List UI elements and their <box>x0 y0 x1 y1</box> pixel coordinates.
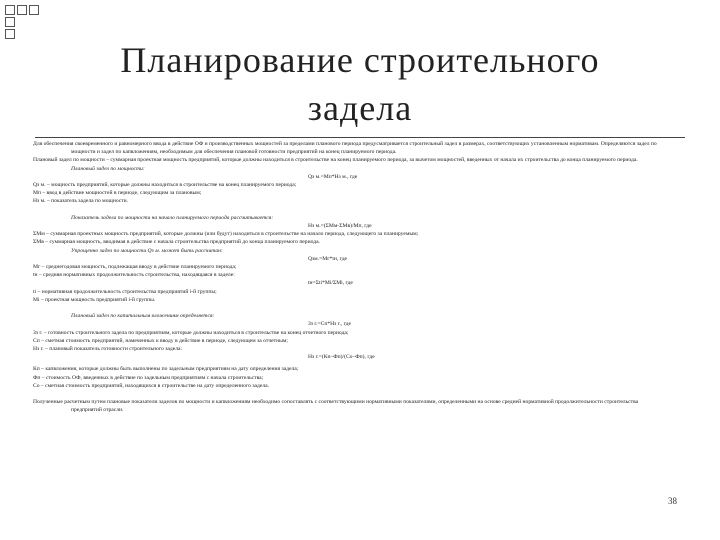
legend-kp: Кп – капвложения, которые должны быть выполнены по задельным предприятиям на дату определения задела; <box>33 366 299 373</box>
formula-tn: tн=Σti*Мi/ΣМi, где <box>308 280 353 287</box>
legend-mi: Мi – проектная мощность предприятий i-й группы. <box>33 296 156 303</box>
subheading-indicator: Показатель задела по мощности на начало планируемого периода рассчитывается: <box>71 214 274 221</box>
formula-zz: Зз г.=Сп*Нз г., где <box>308 321 351 328</box>
legend-sum-mv: ΣМв – суммарная мощность, вводимая в действие с начала строительства предприятий до конца планируемого периода. <box>33 239 320 246</box>
formula-qzm: Qзм.=Мг*tн, где <box>308 255 348 262</box>
legend-nzg: Нз г. – плановый показатель готовности строительного задела: <box>33 346 183 353</box>
legend-zz: Зз г. – готовность строительного задела по предприятиям, которые должны находиться в строительстве на конец отчетного периода; <box>33 329 349 336</box>
legend-qz: Qз м. – мощность предприятий, которые должны находиться в строительстве на конец планируемого периода; <box>33 182 297 189</box>
subheading-capital: Плановый задел по капитальным вложениям определяется: <box>71 313 215 320</box>
legend-sp: Сп – сметная стоимость предприятий, намеченных к вводу в действие в периоде, следующем за отчетным; <box>33 337 288 344</box>
slide-body <box>33 140 658 415</box>
definition-paragraph: Плановый задел по мощности – суммарная проектная мощность предприятий, которые должны находиться в строительстве на конец планируемого периода, за вычетом мощностей, введенных от начала их строительства до конца планируемого периода. <box>33 157 638 164</box>
corner-square <box>5 29 15 39</box>
legend-mg: Мг – среднегодовая мощность, подлежащая вводу в действие планируемого периода; <box>33 264 237 271</box>
formula-nz: Нз м.=(ΣМм-ΣМв)/Мп, где <box>308 223 372 230</box>
conclusion-paragraph: Полученные расчетным путем плановые показатели заделов по мощности и капвложениям необходимо сопоставлять с соответствующими нормативными показателями, определенными на основе средней нормативной продолжительности строительства предприятий отрасли. <box>33 399 639 414</box>
legend-ti: ti – нормативная продолжительность строительства предприятий i-й группы; <box>33 288 217 295</box>
formula-qz: Qз м.=Мп*Нз м., где <box>308 173 358 180</box>
legend-nz: Нз м. – показатель задела по мощности. <box>33 198 129 205</box>
title-line-1: Планирование строительного <box>120 40 600 80</box>
legend-so: Со – сметная стоимость предприятий, находящихся в строительстве на дату определенного задела. <box>33 382 270 389</box>
page-number: 38 <box>668 496 677 506</box>
corner-square <box>5 17 15 27</box>
formula-nzg: Нз г.=(Кп–Фп)/(Со–Фп), где <box>308 354 375 361</box>
corner-square <box>17 5 27 15</box>
corner-square <box>29 5 39 15</box>
legend-sum-mm: ΣМм – суммарная проектных мощность предприятий, которые должны (или будут) находиться в строительстве на начало периода, следующего за планируемым; <box>33 231 419 238</box>
subheading-simplified: Упрощенно задел по мощности Qз м. может быть рассчитан: <box>71 247 223 254</box>
title-divider <box>35 137 685 138</box>
legend-mp: Мп – ввод в действие мощностей в периоде, следующим за плановым; <box>33 190 202 197</box>
title-line-2: задела <box>307 88 413 128</box>
legend-tn: tн – средняя нормативных продолжительность строительства, находящаяся в заделе: <box>33 272 235 279</box>
slide-title <box>60 36 660 132</box>
corner-square <box>5 5 15 15</box>
legend-fp: Фп – стоимость ОФ, введенных в действие по задельным предприятиям с начала строительства; <box>33 374 264 381</box>
subheading-planned-backlog: Плановый задел по мощности: <box>71 165 145 172</box>
intro-paragraph: Для обеспечения своевременного и равномерного ввода в действие ОФ и производственных мощностей за пределами планового периода предусматривается строительный задел в размерах, соответствующих установленным нормативам. Определяются задел по мощности и задел по капвложениям, необходимым для обеспечения плановой готовности предприятий на конец планируемого периода. <box>33 141 657 156</box>
